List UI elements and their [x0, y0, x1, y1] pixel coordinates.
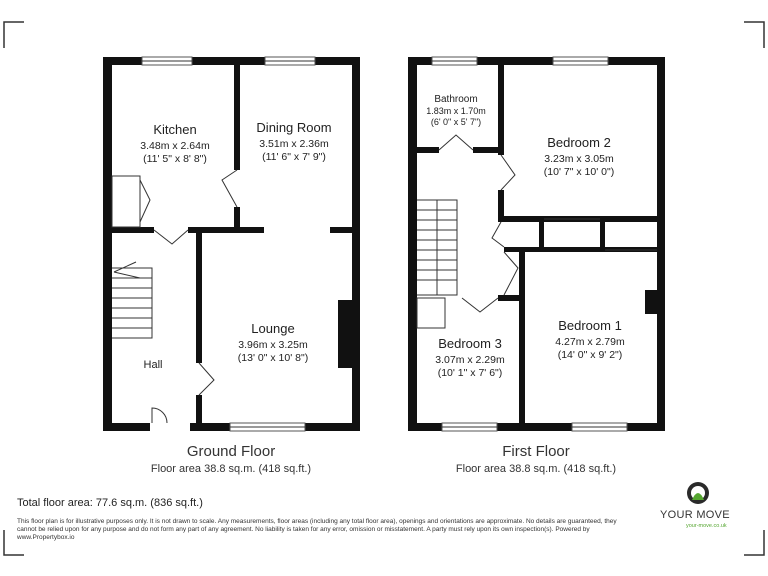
lounge-label: Lounge [251, 321, 295, 336]
dining-imperial: (11' 6" x 7' 9") [262, 151, 326, 163]
chimney-breast [338, 300, 352, 368]
bedroom1-imperial: (14' 0" x 9' 2") [557, 349, 623, 361]
cupboard-door [492, 222, 504, 247]
dining-door [222, 170, 237, 207]
front-door [152, 408, 167, 423]
hall-lounge-wall [196, 233, 202, 363]
lounge-metric: 3.96m x 3.25m [238, 339, 308, 351]
bedroom3-door [462, 298, 498, 312]
bedroom1-metric: 4.27m x 2.79m [555, 336, 625, 348]
kitchen-metric: 3.48m x 2.64m [140, 140, 210, 152]
lounge-imperial: (13' 0" x 10' 8") [237, 352, 309, 364]
kitchen-hall-wall [112, 227, 154, 233]
your-move-logo-mark [687, 482, 709, 504]
first-chimney-breast [645, 290, 657, 314]
ground-floor-area: Floor area 38.8 sq.m. (418 sq.ft.) [150, 463, 312, 475]
kitchen-door [154, 230, 188, 244]
first-stairs [417, 200, 457, 295]
bedroom2-imperial: (10' 7" x 10' 0") [543, 166, 615, 178]
disclaimer-text: This floor plan is for illustrative purposes only. It is not drawn to scale. Any measurements, floor areas (including any total floor area), openings and orientations are approximate. No details are guaranteed, they cannot be relied upon for any purpose and do not form any part of any agreement. No liability is taken for any error, omission or misstatement. A party must rely upon its own inspection(s). Powered by www.Propertybox.io [17, 518, 617, 541]
bedroom3-imperial: (10' 1" x 7' 6") [437, 367, 503, 379]
bathroom-door [439, 135, 473, 150]
kitchen-dining-wall [234, 65, 240, 170]
bedroom3-bedroom1-wall [519, 252, 525, 423]
bedroom3-cupboard [417, 298, 445, 328]
ground-floor-title: Ground Floor [186, 443, 276, 460]
kitchen-cupboard [112, 176, 140, 227]
bathroom-bedroom2-wall [498, 65, 504, 155]
bedroom1-label: Bedroom 1 [558, 318, 622, 333]
logo-name: YOUR MOVE [660, 509, 730, 521]
bathroom-imperial: (6' 0" x 5' 7") [430, 117, 482, 127]
logo-url[interactable]: your-move.co.uk [686, 523, 727, 529]
bedroom2-label: Bedroom 2 [547, 135, 611, 150]
bathroom-label: Bathroom [434, 94, 478, 105]
kitchen-label: Kitchen [153, 122, 197, 137]
bedroom3-metric: 3.07m x 2.29m [435, 354, 505, 366]
lounge-door [199, 363, 214, 395]
ground-stairs [112, 262, 152, 338]
bathroom-landing-wall [417, 147, 439, 153]
ground-floor-plan [103, 57, 360, 431]
total-floor-area: Total floor area: 77.6 sq.m. (836 sq.ft.) [17, 497, 203, 509]
first-floor-title: First Floor [502, 443, 570, 460]
first-floor-area: Floor area 38.8 sq.m. (418 sq.ft.) [455, 463, 617, 475]
bedroom2-door [501, 155, 515, 190]
bedroom1-door [504, 252, 518, 295]
bathroom-metric: 1.83m x 1.70m [426, 106, 486, 116]
bedroom3-label: Bedroom 3 [438, 336, 502, 351]
hall-label: Hall [143, 359, 163, 371]
dining-label: Dining Room [256, 120, 332, 135]
bedroom2-metric: 3.23m x 3.05m [544, 153, 614, 165]
kitchen-imperial: (11' 5" x 8' 8") [143, 153, 207, 165]
first-floor-plan [408, 57, 665, 431]
dining-metric: 3.51m x 2.36m [259, 138, 329, 150]
